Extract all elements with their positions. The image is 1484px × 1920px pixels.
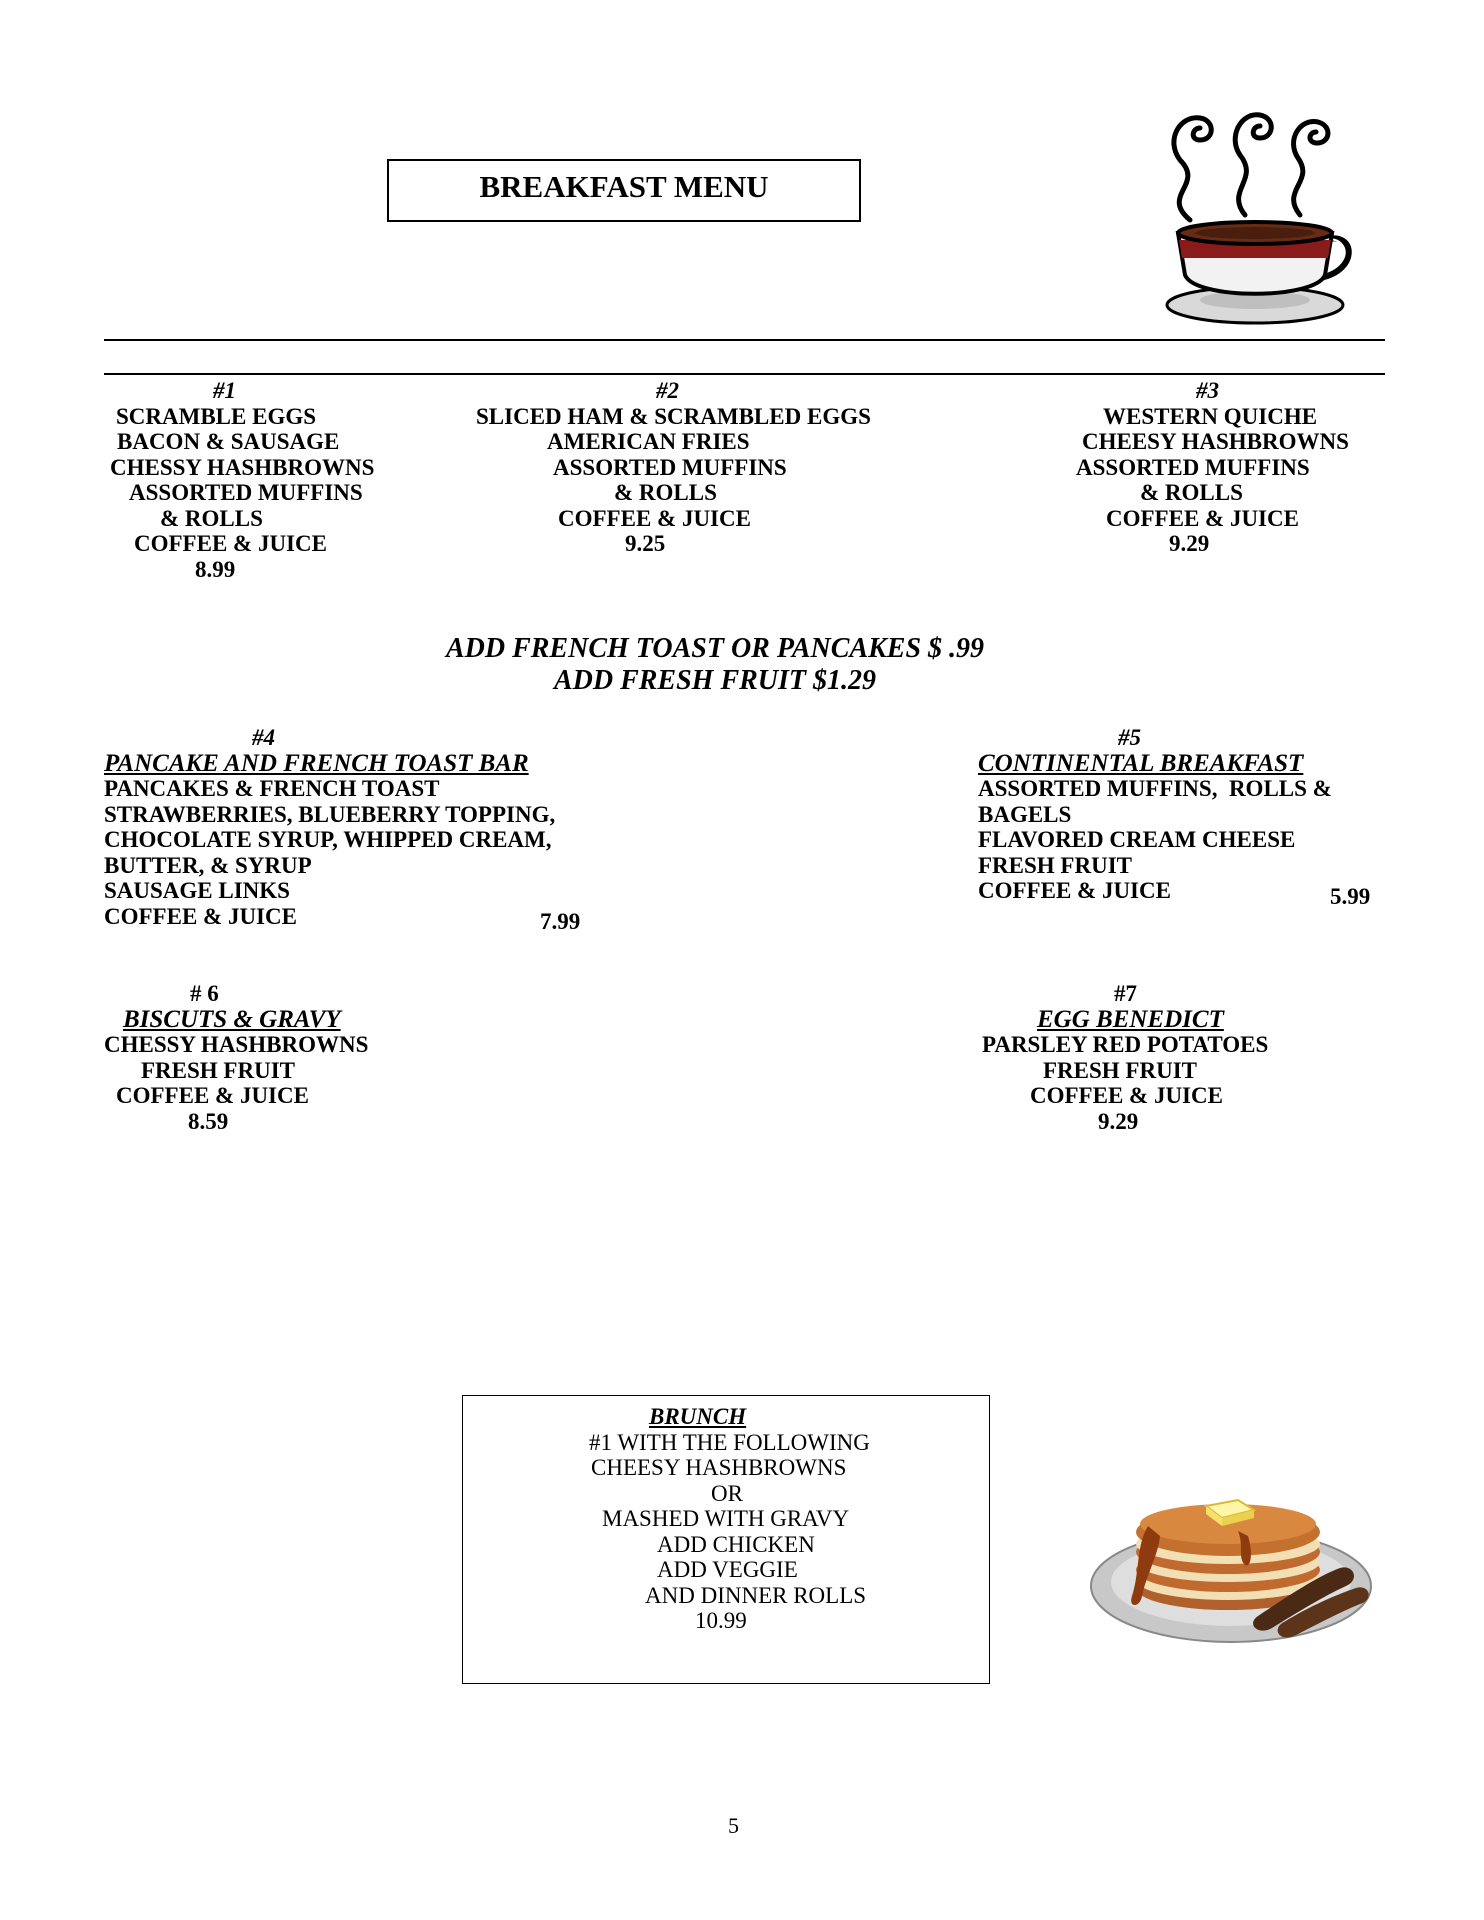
menu-item-6 (104, 981, 424, 1134)
divider-line (104, 339, 1385, 341)
page-title: BREAKFAST MENU (479, 169, 769, 204)
brunch-line: AND DINNER ROLLS (645, 1582, 867, 1608)
brunch-line: CHEESY HASHBROWNS (591, 1455, 847, 1480)
menu-line: FRESH FRUIT (1043, 1057, 1197, 1083)
menu-line: COFFEE & JUICE (116, 1083, 309, 1108)
menu-price: 8.99 (195, 556, 236, 582)
menu-item-5 (978, 725, 1378, 904)
menu-price: 8.59 (188, 1108, 229, 1134)
menu-line: BAGELS (978, 801, 1072, 827)
menu-price: 9.25 (625, 531, 666, 556)
brunch-line: OR (711, 1480, 743, 1506)
brunch-box (462, 1395, 990, 1684)
menu-name: CONTINENTAL BREAKFAST (978, 749, 1304, 777)
menu-line: BACON & SAUSAGE (117, 429, 340, 454)
menu-name: BISCUTS & GRAVY (123, 1005, 341, 1033)
menu-price: 9.29 (1169, 531, 1210, 556)
menu-item-3 (1076, 378, 1386, 557)
menu-number: #2 (656, 378, 679, 403)
menu-line: PANCAKES & FRENCH TOAST (104, 776, 440, 801)
menu-line: ASSORTED MUFFINS (553, 454, 787, 480)
addon-line: ADD FRENCH TOAST OR PANCAKES $ .99 (445, 633, 985, 664)
menu-line: WESTERN QUICHE (1103, 403, 1318, 429)
menu-line: ASSORTED MUFFINS (129, 480, 363, 505)
menu-line: STRAWBERRIES, BLUEBERRY TOPPING, (104, 801, 556, 827)
menu-item-7 (982, 981, 1302, 1134)
menu-number: # 6 (190, 981, 219, 1006)
menu-item-2 (476, 378, 916, 557)
menu-price: 7.99 (540, 909, 581, 934)
brunch-line: ADD VEGGIE (657, 1557, 798, 1582)
menu-line: ASSORTED MUFFINS, ROLLS & (978, 776, 1332, 801)
menu-line: SLICED HAM & SCRAMBLED EGGS (476, 403, 871, 429)
menu-name: PANCAKE AND FRENCH TOAST BAR (104, 749, 529, 777)
menu-line: COFFEE & JUICE (978, 878, 1171, 903)
menu-line: & ROLLS (614, 480, 717, 505)
menu-price: 5.99 (1330, 884, 1371, 909)
coffee-cup-icon (1150, 100, 1355, 330)
title-box (387, 159, 861, 222)
menu-line: FRESH FRUIT (978, 852, 1132, 878)
brunch-line: ADD CHICKEN (657, 1531, 815, 1557)
menu-line: COFFEE & JUICE (1030, 1083, 1223, 1108)
page-number: 5 (728, 1813, 739, 1838)
menu-line: SCRAMBLE EGGS (116, 403, 317, 429)
menu-line: CHESSY HASHBROWNS (110, 454, 375, 480)
menu-number: #4 (252, 725, 275, 750)
brunch-line: #1 WITH THE FOLLOWING (589, 1429, 870, 1455)
menu-item-4 (104, 725, 594, 929)
pancake-plate-icon (1088, 1476, 1374, 1646)
menu-line: SAUSAGE LINKS (104, 878, 290, 903)
brunch-price: 10.99 (695, 1608, 747, 1633)
menu-line: FRESH FRUIT (141, 1057, 295, 1083)
menu-item-1 (100, 378, 420, 582)
menu-line: COFFEE & JUICE (134, 531, 327, 556)
menu-number: #7 (1114, 981, 1137, 1006)
brunch-title: BRUNCH (649, 1404, 747, 1429)
menu-line: AMERICAN FRIES (547, 429, 750, 454)
menu-line: & ROLLS (160, 505, 263, 531)
menu-name: EGG BENEDICT (1037, 1005, 1224, 1033)
menu-line: PARSLEY RED POTATOES (982, 1032, 1269, 1057)
menu-line: CHEESY HASHBROWNS (1082, 429, 1349, 454)
divider-line (104, 373, 1385, 375)
menu-number: #5 (1118, 725, 1141, 750)
menu-number: #1 (213, 378, 236, 403)
menu-line: COFFEE & JUICE (558, 505, 751, 531)
menu-line: CHESSY HASHBROWNS (104, 1032, 369, 1057)
addons (380, 633, 1050, 697)
menu-line: FLAVORED CREAM CHEESE (978, 827, 1296, 852)
menu-number: #3 (1196, 378, 1219, 403)
menu-price: 9.29 (1098, 1108, 1139, 1134)
menu-line: BUTTER, & SYRUP (104, 852, 312, 878)
menu-line: COFFEE & JUICE (104, 903, 297, 929)
brunch-line: MASHED WITH GRAVY (602, 1506, 850, 1531)
menu-line: & ROLLS (1140, 480, 1243, 505)
menu-line: CHOCOLATE SYRUP, WHIPPED CREAM, (104, 827, 552, 852)
addon-line: ADD FRESH FRUIT $1.29 (553, 665, 877, 696)
menu-line: ASSORTED MUFFINS (1076, 454, 1310, 480)
menu-line: COFFEE & JUICE (1106, 505, 1299, 531)
